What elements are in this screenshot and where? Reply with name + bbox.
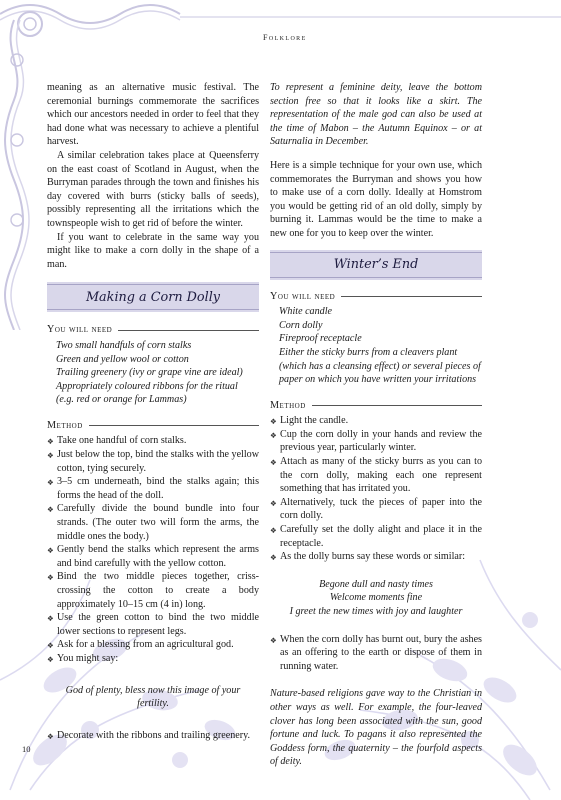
ingredient-item: paper on which you have written your irritations (279, 374, 477, 386)
verse-block (270, 578, 482, 619)
section-heading: Winter’s End (333, 256, 419, 272)
section-heading: Making a Corn Dolly (85, 289, 221, 305)
method-step: ❖ As the dolly burns say these words or similar: (270, 550, 482, 564)
ingredients-list (270, 305, 482, 387)
method-heading (47, 419, 259, 433)
subhead-label: Method (270, 399, 306, 411)
final-step-list (47, 729, 259, 743)
body-paragraph: meaning as an alternative music festival. The ceremonial burnings commemorate the sacrifices which our ancestors needed in order to feel that they had done what was necessary to achieve a plentiful harvest. (47, 82, 259, 148)
method-step: ❖ Attach as many of the sticky burrs as you can to the corn dolly, making each one represent something that has irritated you. (270, 455, 482, 496)
method-step: ❖ Gently bend the stalks which represent the arms and bind carefully with the yellow cotton. (47, 543, 259, 570)
method-list (270, 414, 482, 564)
body-paragraph: A similar celebration takes place at Queensferry on the east coast of Scotland in August, when the Burryman parades through the town and finishes his day covered with burrs (sticky balls of seeds), possibly representing all the irritations which the townspeople wish to get rid of before the winter. (47, 149, 259, 229)
subhead-label: You will need (47, 324, 113, 336)
closing-step-list (270, 633, 482, 674)
method-step: ❖ When the corn dolly has burnt out, bury the ashes as an offering to the earth or dispose of them in running water. (270, 633, 482, 674)
method-step: ❖ Take one handful of corn stalks. (47, 434, 259, 448)
method-step: ❖ Bind the two middle pieces together, criss-crossing the cotton to create a body approximately 10–15 cm (4 in) long. (47, 570, 259, 611)
ingredient-item: Trailing greenery (ivy or grape vine are ideal) (56, 367, 243, 379)
method-step: ❖ Use the green cotton to bind the two middle lower sections to represent legs. (47, 611, 259, 638)
method-list (47, 434, 259, 665)
celtic-knot-border-left (0, 0, 40, 330)
ingredient-item: Appropriately coloured ribbons for the ritual (56, 380, 238, 392)
running-head: Folklore (263, 33, 307, 42)
method-step: ❖ You might say: (47, 652, 259, 666)
ingredient-item: Corn dolly (279, 319, 323, 331)
ingredients-list (47, 339, 259, 407)
section-heading-box (270, 250, 482, 280)
celtic-knot-border-top (0, 0, 561, 60)
ingredient-item: (which has a cleansing effect) or several pieces of (279, 360, 481, 372)
method-step: ❖ Just below the top, bind the stalks with the yellow cotton, tying securely. (47, 448, 259, 475)
left-column (47, 81, 259, 742)
method-step: ❖ Ask for a blessing from an agricultural god. (47, 638, 259, 652)
body-paragraph: If you want to celebrate in the same way you might like to make a corn dolly in the shape of a man. (47, 231, 259, 270)
italic-note: To represent a feminine deity, leave the bottom section free so that it looks like a skirt. The representation of the male god can also be used at the time of Mabon – the Autumn Equinox – or at Saturnalia in December. (270, 82, 482, 148)
method-step: ❖ Light the candle. (270, 414, 482, 428)
ingredient-item: Fireproof receptacle (279, 333, 362, 345)
subhead-label: Method (47, 419, 83, 431)
section-heading-box (47, 282, 259, 312)
ingredient-item: (e.g. red or orange for Lammas) (56, 394, 187, 406)
right-column (270, 81, 482, 769)
verse-line: I greet the new times with joy and laughter (289, 606, 463, 617)
subhead-label: You will need (270, 290, 336, 302)
method-step: ❖ Cup the corn dolly in your hands and review the previous year, particularly winter. (270, 428, 482, 455)
ingredient-item: White candle (279, 306, 332, 318)
ingredient-item: Green and yellow wool or cotton (56, 353, 189, 365)
ingredient-item: Two small handfuls of corn stalks (56, 339, 192, 351)
method-step: ❖ Carefully set the dolly alight and place it in the receptacle. (270, 523, 482, 550)
subhead-rule (118, 330, 259, 331)
subhead-rule (341, 296, 482, 297)
you-will-need-heading (270, 290, 482, 304)
you-will-need-heading (47, 323, 259, 337)
method-step: ❖ Decorate with the ribbons and trailing greenery. (47, 729, 259, 743)
verse-line: Begone dull and nasty times (319, 578, 433, 590)
method-step: ❖ Carefully divide the bound bundle into four strands. (The outer two will form the arms, the middle ones the body.) (47, 502, 259, 543)
method-heading (270, 399, 482, 413)
ingredient-item: Either the sticky burrs from a cleavers plant (279, 346, 458, 358)
blessing-verse: God of plenty, bless now this image of your fertility. (65, 684, 241, 710)
subhead-rule (89, 425, 259, 426)
method-step: ❖ 3–5 cm underneath, bind the stalks again; this forms the head of the doll. (47, 475, 259, 502)
verse-line: Welcome moments fine (329, 592, 423, 604)
body-paragraph: Here is a simple technique for your own use, which commemorates the Burryman and shows you how to make use of a corn dolly. Ideally at Homstrom you would be getting rid of an old dolly, simply by burning it. Lammas would be the time to make a new one for you to keep over the winter. (270, 159, 482, 239)
page-number: 10 (22, 744, 31, 754)
method-step: ❖ Alternatively, tuck the pieces of paper into the corn dolly. (270, 496, 482, 523)
closing-note: Nature-based religions gave way to the Christian in other ways as well. For example, the four-leaved clover has long been associated with the sun, good fortune and luck. To pagans it also represented the Goddess form, the quaternity – the fourfold aspects of deity. (270, 688, 482, 768)
subhead-rule (312, 405, 482, 406)
